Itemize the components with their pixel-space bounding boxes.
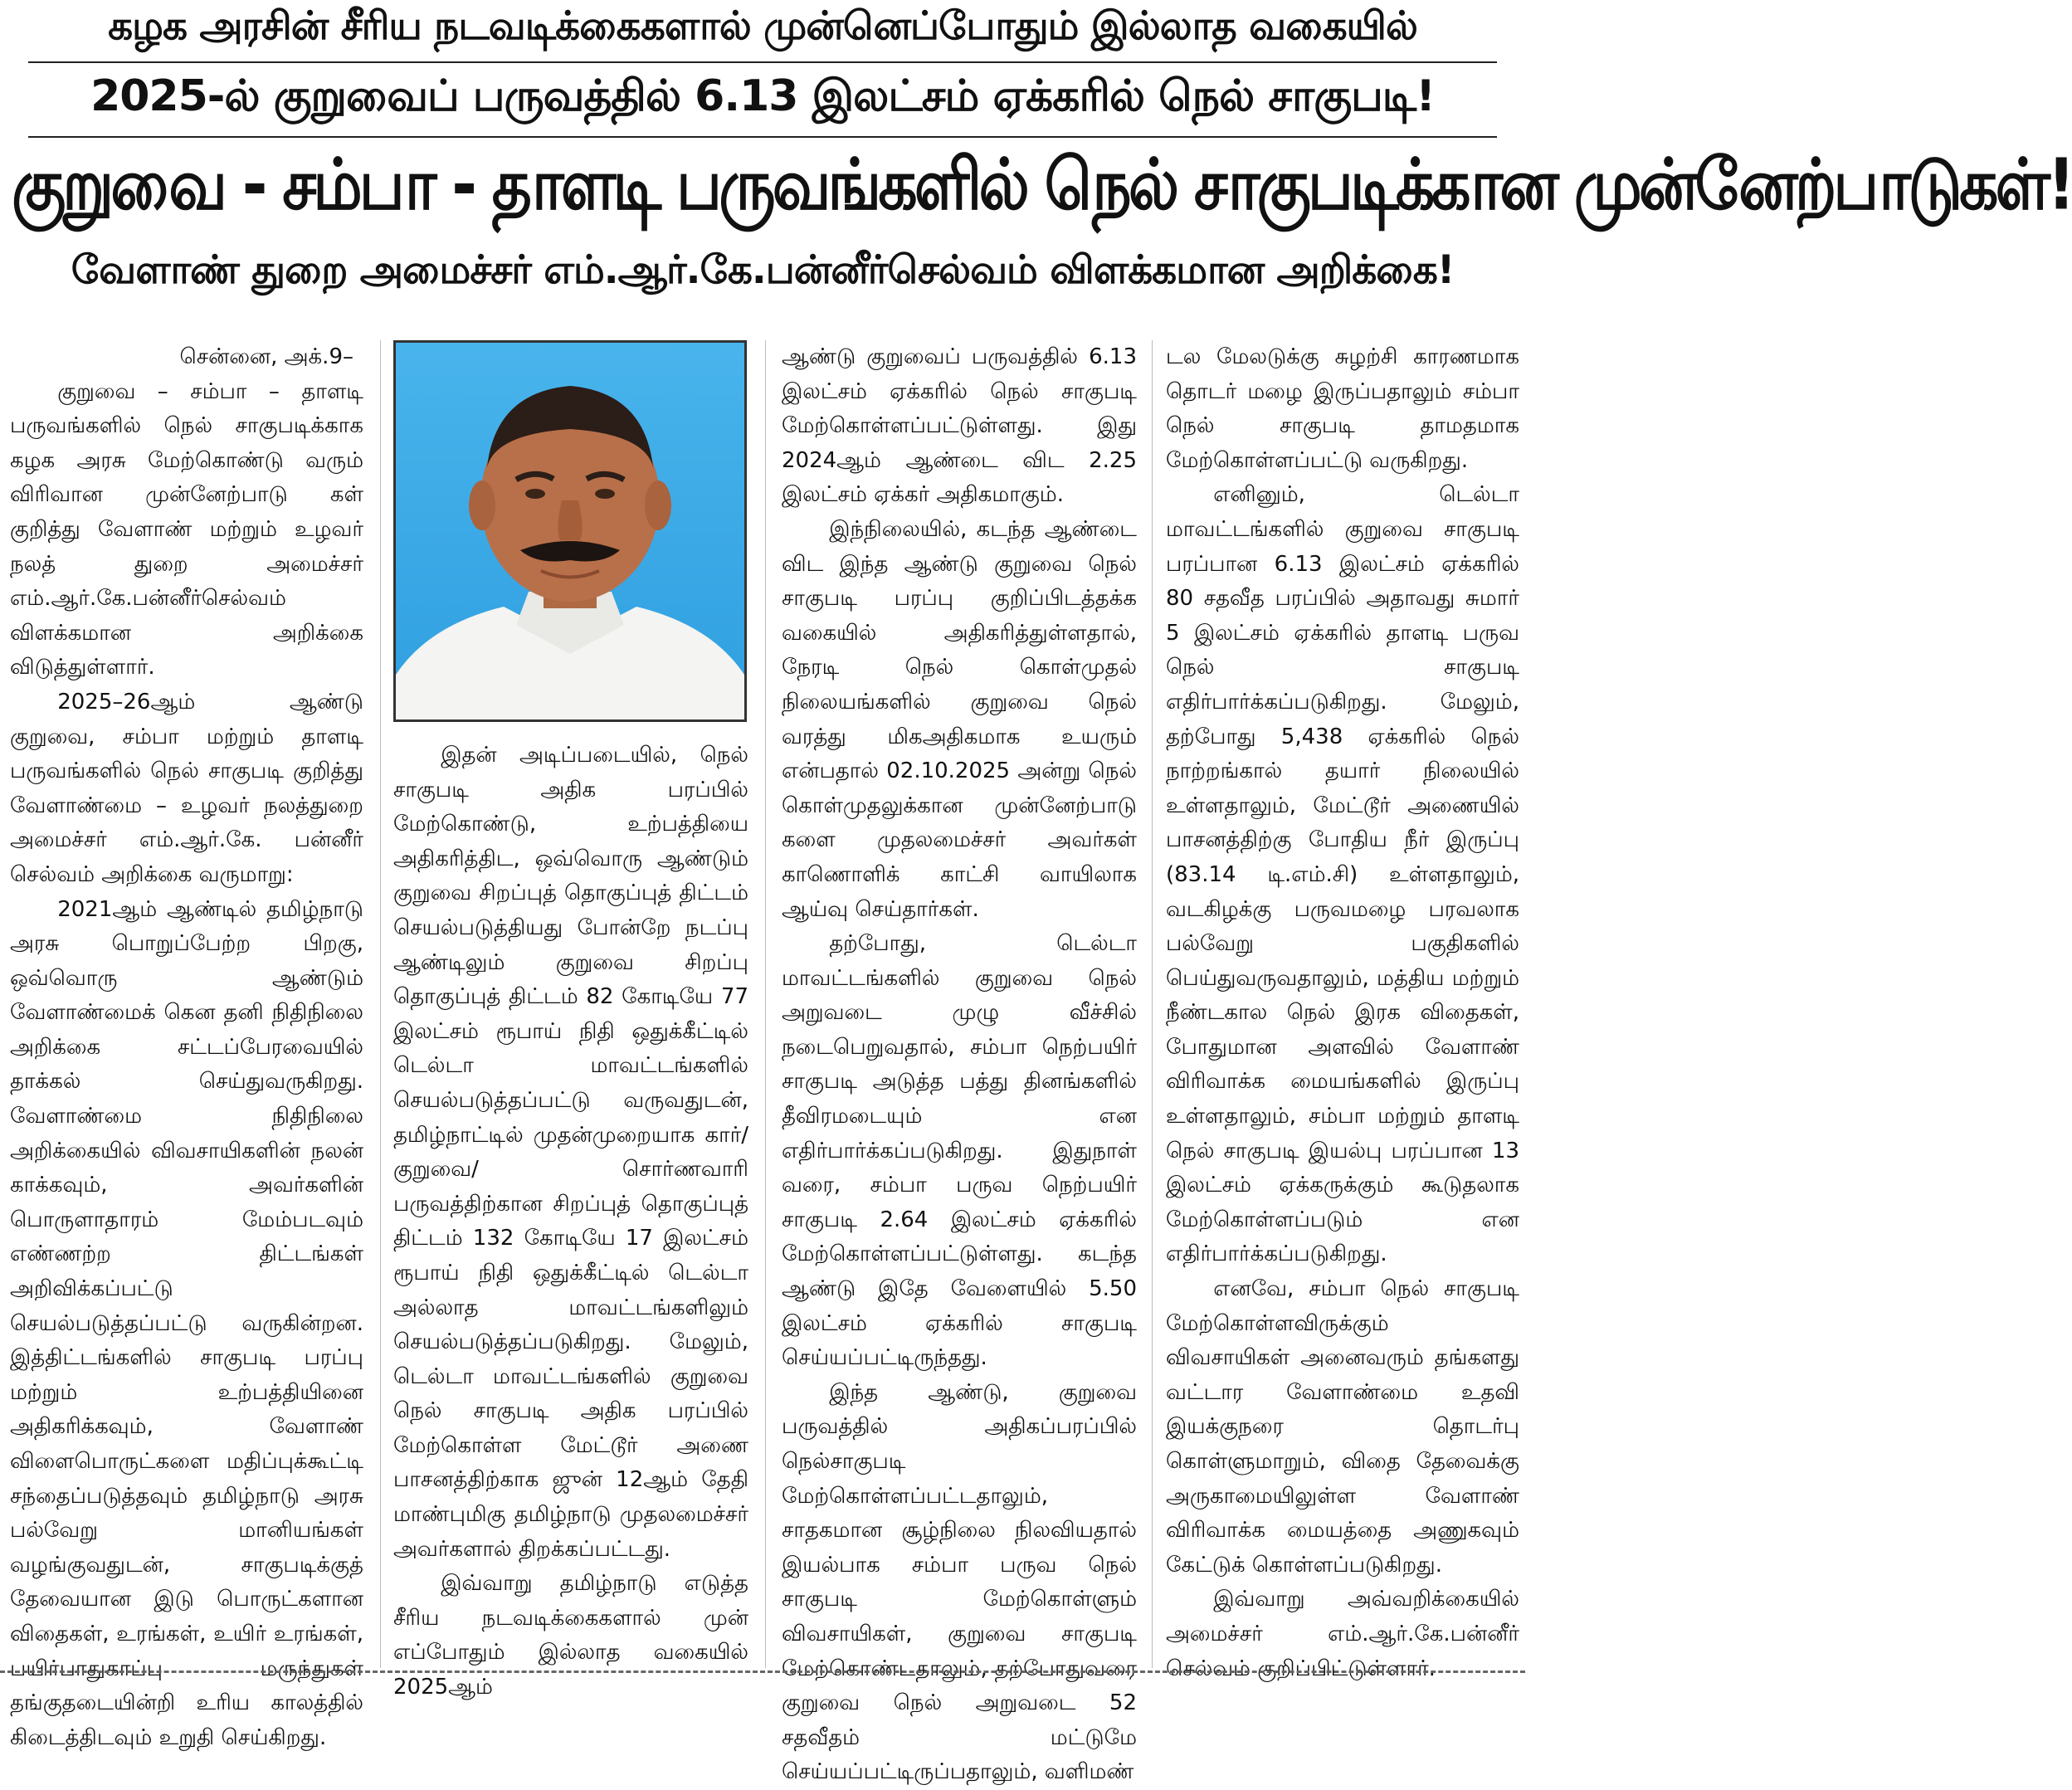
article-column-4	[1166, 340, 1519, 1681]
kicker-line-1: கழக அரசின் சீரிய நடவடிக்கைகளால் முன்னெப்போதும் இல்லாத வகையில்	[108, 3, 1417, 49]
paragraph: குறுவை – சம்பா – தாளடி பருவங்களில் நெல் சாகுபடிக்காக கழக அரசு மேற்கொண்டு வரும் விரிவான முன்னேற்பாடு கள் குறித்து வேளாண் மற்றும் உழவர் நலத் துறை அமைச்சர் எம்.ஆர்.கே.பன்னீர்செல்வம் விளக்கமான அறிக்கை விடுத்துள்ளார்.	[10, 378, 363, 680]
paragraph: ஆண்டு குறுவைப் பருவத்தில் 6.13 இலட்சம் ஏக்கரில் நெல் சாகுபடி மேற்கொள்ளப்பட்டுள்ளது. இது 2024ஆம் ஆண்டை விட 2.25 இலட்சம் ஏக்கர் அதிகமாகும்.	[782, 344, 1137, 508]
paragraph: இதன் அடிப்படையில், நெல் சாகுபடி அதிக பரப்பில் மேற்கொண்டு, உற்பத்தியை அதிகரித்திட, ஒவ்வொரு ஆண்டும் குறுவை சிறப்புத் தொகுப்புத் திட்டம் செயல்படுத்தியது போன்றே நடப்பு ஆண்டிலும் குறுவை சிறப்பு தொகுப்புத் திட்டம் 82 கோடியே 77 இலட்சம் ரூபாய் நிதி ஒதுக்கீட்டில் டெல்டா மாவட்டங்களில் செயல்படுத்தப்பட்டு வருவதுடன், தமிழ்நாட்டில் முதன்முறையாக கார்/ குறுவை/ சொர்ணவாரி பருவத்திற்கான சிறப்புத் தொகுப்புத் திட்டம் 132 கோடியே 17 இலட்சம் ரூபாய் நிதி ஒதுக்கீட்டில் டெல்டா அல்லாத மாவட்டங்களிலும் செயல்படுத்தப்படுகிறது. மேலும், டெல்டா மாவட்டங்களில் குறுவை நெல் சாகுபடி அதிக பரப்பில் மேற்கொள்ள மேட்டூர் அணை பாசனத்திற்காக ஜுன் 12ஆம் தேதி மாண்புமிகு தமிழ்நாடு முதலமைச்சர் அவர்களால் திறக்கப்பட்டது.	[393, 743, 748, 1562]
paragraph: இந்நிலையில், கடந்த ஆண்டை விட இந்த ஆண்டு குறுவை நெல் சாகுபடி பரப்பு குறிப்பிடத்தக்க வகையில் அதிகரித்துள்ளதால், நேரடி நெல் கொள்முதல் நிலையங்களில் குறுவை நெல் வரத்து மிகஅதிகமாக உயரும் என்பதால் 02.10.2025 அன்று நெல் கொள்முதலுக்கான முன்னேற்பாடு களை முதலமைச்சர் அவர்கள் காணொளிக் காட்சி வாயிலாக ஆய்வு செய்தார்கள்.	[782, 516, 1137, 922]
column-2-text	[393, 739, 748, 1705]
bottom-dashed-rule	[0, 1671, 1525, 1673]
paragraph: 2025–26ஆம் ஆண்டு குறுவை, சம்பா மற்றும் தாளடி பருவங்களில் நெல் சாகுபடி குறித்து வேளாண்மை – உழவர் நலத்துறை அமைச்சர் எம்.ஆர்.கே. பன்னீர் செல்வம் அறிக்கை வருமாறு:	[10, 689, 363, 887]
paragraph: எனவே, சம்பா நெல் சாகுபடி மேற்கொள்ளவிருக்கும் விவசாயிகள் அனைவரும் தங்களது வட்டார வேளாண்மை உதவி இயக்குநரை தொடர்பு கொள்ளுமாறும், விதை தேவைக்கு அருகாமையிலுள்ள வேளாண் விரிவாக்க மையத்தை அணுகவும் கேட்டுக் கொள்ளப்படுகிறது.	[1166, 1276, 1519, 1578]
paragraph: எனினும், டெல்டா மாவட்டங்களில் குறுவை சாகுபடி பரப்பான 6.13 இலட்சம் ஏக்கரில் 80 சதவீத பரப்பில் அதாவது சுமார் 5 இலட்சம் ஏக்கரில் தாளடி பருவ நெல் சாகுபடி எதிர்பார்க்கப்படுகிறது. மேலும், தற்போது 5,438 ஏக்கரில் நெல் நாற்றங்கால் தயார் நிலையில் உள்ளதாலும், மேட்டூர் அணையில் பாசனத்திற்கு போதிய நீர் இருப்பு (83.14 டி.எம்.சி) உள்ளதாலும், வடகிழக்கு பருவமழை பரவலாக பல்வேறு பகுதிகளில் பெய்துவருவதாலும், மத்திய மற்றும் நீண்டகால நெல் இரக விதைகள், போதுமான அளவில் வேளாண் விரிவாக்க மையங்களில் இருப்பு உள்ளதாலும், சம்பா மற்றும் தாளடி நெல் சாகுபடி இயல்பு பரப்பான 13 இலட்சம் ஏக்கருக்கும் கூடுதலாக மேற்கொள்ளப்படும் என எதிர்பார்க்கப்படுகிறது.	[1166, 482, 1519, 1267]
sub-headline: வேளாண் துறை அமைச்சர் எம்.ஆர்.கே.பன்னீர்செல்வம் விளக்கமான அறிக்கை!	[71, 247, 1455, 293]
article-column-3	[782, 340, 1137, 1785]
article-column-1	[10, 340, 363, 1750]
dateline: சென்னை, அக்.9–	[179, 344, 353, 369]
minister-photo	[393, 340, 747, 722]
paragraph: இவ்வாறு தமிழ்நாடு எடுத்த சீரிய நடவடிக்கைகளால் முன் எப்போதும் இல்லாத வகையில் 2025ஆம்	[393, 1571, 748, 1700]
kicker-line-2: 2025-ல் குறுவைப் பருவத்தில் 6.13 இலட்சம் ஏக்கரில் நெல் சாகுபடி!	[90, 71, 1435, 121]
article-body	[0, 340, 1525, 1785]
column-gutter	[765, 340, 766, 1668]
article-column-2	[393, 340, 748, 1700]
paragraph: டல மேலடுக்கு சுழற்சி காரணமாக தொடர் மழை இருப்பதாலும் சம்பா நெல் சாகுபடி தாமதமாக மேற்கொள்ளப்பட்டு வருகிறது.	[1166, 344, 1519, 473]
paragraph: இவ்வாறு அவ்வறிக்கையில் அமைச்சர் எம்.ஆர்.கே.பன்னீர் செல்வம் குறிப்பிட்டுள்ளார்.	[1166, 1587, 1519, 1681]
paragraph: 2021ஆம் ஆண்டில் தமிழ்நாடு அரசு பொறுப்பேற்ற பிறகு, ஒவ்வொரு ஆண்டும் வேளாண்மைக் கென தனி நிதிநிலை அறிக்கை சட்டப்பேரவையில் தாக்கல் செய்துவருகிறது. வேளாண்மை நிதிநிலை அறிக்கையில் விவசாயிகளின் நலன் காக்கவும், அவர்களின் பொருளாதாரம் மேம்படவும் எண்ணற்ற திட்டங்கள் அறிவிக்கப்பட்டு செயல்படுத்தப்பட்டு வருகின்றன. இத்திட்டங்களில் சாகுபடி பரப்பு மற்றும் உற்பத்தியினை அதிகரிக்கவும், வேளாண் விளைபொருட்களை மதிப்புக்கூட்டி சந்தைப்படுத்தவும் தமிழ்நாடு அரசு பல்வேறு மானியங்கள் வழங்குவதுடன், சாகுபடிக்குத் தேவையான இடு பொருட்களான விதைகள், உரங்கள், உயிர் உரங்கள், பயிர்பாதுகாப்பு மருந்துகள் தங்குதடையின்றி உரிய காலத்தில் கிடைத்திடவும் உறுதி செய்கிறது.	[10, 896, 363, 1750]
paragraph: தற்போது, டெல்டா மாவட்டங்களில் குறுவை நெல் அறுவடை முழு வீச்சில் நடைபெறுவதால், சம்பா நெற்பயிர் சாகுபடி அடுத்த பத்து தினங்களில் தீவிரமடையும் என எதிர்பார்க்கப்படுகிறது. இதுநாள் வரை, சம்பா பருவ நெற்பயிர் சாகுபடி 2.64 இலட்சம் ஏக்கரில் மேற்கொள்ளப்பட்டுள்ளது. கடந்த ஆண்டு இதே வேளையில் 5.50 இலட்சம் ஏக்கரில் சாகுபடி செய்யப்பட்டிருந்தது.	[782, 931, 1137, 1371]
paragraph: இந்த ஆண்டு, குறுவை பருவத்தில் அதிகப்பரப்பில் நெல்சாகுபடி மேற்கொள்ளப்பட்டதாலும், சாதகமான சூழ்நிலை நிலவியதால் இயல்பாக சம்பா பருவ நெல் சாகுபடி மேற்கொள்ளும் விவசாயிகள், குறுவை சாகுபடி மேற்கொண்டதாலும், தற்போதுவரை குறுவை நெல் அறுவடை 52 சதவீதம் மட்டுமே செய்யப்பட்டிருப்பதாலும், வளிமண்	[782, 1379, 1137, 1785]
column-gutter	[1152, 340, 1153, 1668]
column-gutter	[380, 340, 381, 1668]
portrait-illustration	[396, 343, 744, 719]
main-headline: குறுவை - சம்பா - தாளடி பருவங்களில் நெல் சாகுபடிக்கான முன்னேற்பாடுகள்!	[12, 144, 2072, 226]
